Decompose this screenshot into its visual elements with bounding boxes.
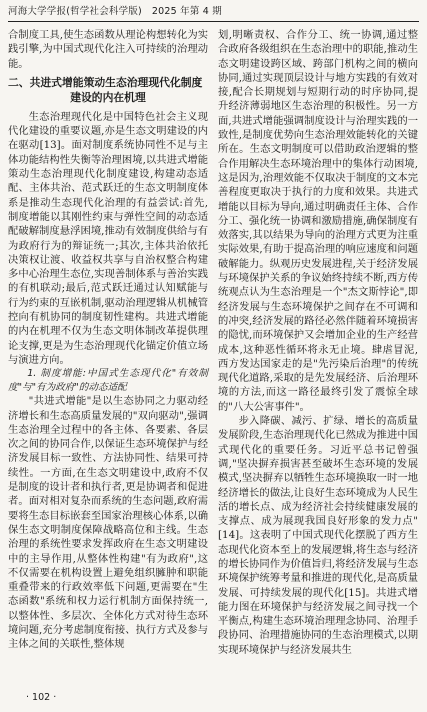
section-heading-line1: 二、共进式增能策动生态治理现代化制度 [8, 75, 203, 89]
left-column [8, 28, 208, 652]
paragraph: 划,明晰责权、合作分工、统一协调,通过整合政府各级组织在生态治理中的职能,推动生态文明建设跨区域、跨部门机构之间的横向协同,通过实现顶层设计与地方实践的有效对接,配合长期规划与短期行动的时序协同,提升经济薄弱地区生态治理的积极性。另一方面,共进式增能强调制度设计与治理实践的一致性,是制度优势向生态治理效能转化的关键所在。生态文明制度可以借助政治逻辑的整合作用解决生态环境治理中的集体行动困境,这是因为,治理效能不仅取决于制度的文本完善程度更取决于执行的力度和效果。共进式增能以目标为导向,通过明确责任主体、合作分工、强化统一协调和激励措施,确保制度有效落实,其以结果为导向的治理方式更为注重实际效果,有助于提高治理的响应速度和问题破解能力。纵观历史发展进程,关于经济发展与环境保护关系的争议始终持续不断,西方传统观点认为生态治理是一个"杰文斯悖论",即经济发展与生态环境保护之间存在不可调和的冲突,经济发展的路径必然伴随着环境损害的隐忧,而环境保护又会增加企业的生产经营成本,这种恶性循环将永无止境。肆虐冒泥,西方发达国家走的是"先污染后治理"的传统现代化道路,采取的是先发展经济、后治理环境的方法,而这一路径最终引发了震惊全球的"八大公害事件"。 [218, 29, 418, 413]
subsection-heading: 1. 制度增能:中国式生态现代化"有效制度"与"有为政府"的动态适配 [8, 368, 208, 393]
issue-number: 2025 年第 4 期 [151, 6, 222, 17]
section-heading-line2: 建设的内在机理 [70, 90, 146, 104]
journal-name: 河海大学学报(哲学社会科学版) [8, 6, 142, 17]
paragraph: 生态治理现代化是中国特色社会主义现代化建设的重要议题,亦是生态文明建设的内在驱动[13]。面对制度系统协同性不足与主体功能结构性失衡等治理困境,以共进式增能策动生态治理现代化制度建设,构建动态适配、主体共治、范式跃迁的生态文明制度体系是推动生态现代化治理的有益尝试:首先,制度增能以其刚性约束与弹性空间的动态适配破解制度悬浮困境,推动有效制度供给与有为政府行为的辩证统一;其次,主体共治依托决策权让渡、收益权共享与自治权整合构建多中心治理生态位,实现善制体系与善治实践的有机联动;最后,范式跃迁通过认知赋能与行为约束的互嵌机制,驱动治理逻辑从机械管控向有机协同的制度韧性建构。共进式增能的内在机理不仅为生态文明体制改革提供理论支撑,更是为生态治理现代化锚定价值立场与演进方向。 [8, 110, 208, 366]
running-header [8, 6, 419, 22]
page-number: · 102 · [26, 692, 57, 703]
right-column [218, 28, 418, 657]
paragraph: 合制度工具,使生态函数从理论构想转化为实践引擎,为中国式现代化注入可持续的治理动能。 [8, 29, 208, 70]
paragraph: "共进式增能"是以生态协同之力驱动经济增长和生态高质量发展的"双向驱动",强调生态治理全过程中的各主体、各要素、各层次之间的协同合作,以保证生态环境保护与经济发展目标一致性、方法协同性、结果可持续性。一方面,在生态文明建设中,政府不仅是制度的设计者和执行者,更是协调者和促进者。面对相对复杂而系统的生态问题,政府需要将生态目标嵌套至国家治理核心体系,以确保生态文明制度保障战略高位和主线。生态治理的系统性要求发挥政府在生态文明建设中的主导作用,从整体性构建"有为政府",这不仅需要在机构设置上避免组织臃肿和职能重叠带来的行政效率低下问题,更需要在"生态函数"系统和权力运行机制方面保持统一,以整体性、多层次、全体化方式对待生态环境问题,充分考虑制度衔接、执行方式及参与主体之间的关联性,整体规 [8, 395, 208, 651]
paragraph: 步入降碳、减污、扩绿、增长的高质量发展阶段,生态治理现代化已然成为推进中国式现代化的重要任务。习近平总书记曾强调,"坚决摒弃损害甚至破坏生态环境的发展模式,坚决摒弃以牺牲生态环境换取一时一地经济增长的做法,让良好生态环境成为人民生活的增长点、成为经济社会持续健康发展的支撑点、成为展现我国良好形象的发力点"[14]。这表明了中国式现代化摆脱了西方生态现代化资本至上的发展逻辑,将生态与经济的增长协同作为价值旨归,将经济发展与生态环境保护统筹考量和推进的现代化,是高质量发展、可持续发展的现代化[15]。共进式增能力图在环境保护与经济发展之间寻找一个平衡点,构建生态环境治理理念协同、治理手段协同、治理措施协同的生态治理模式,以期实现环境保护与经济发展共生 [218, 415, 418, 656]
section-heading [8, 75, 208, 105]
